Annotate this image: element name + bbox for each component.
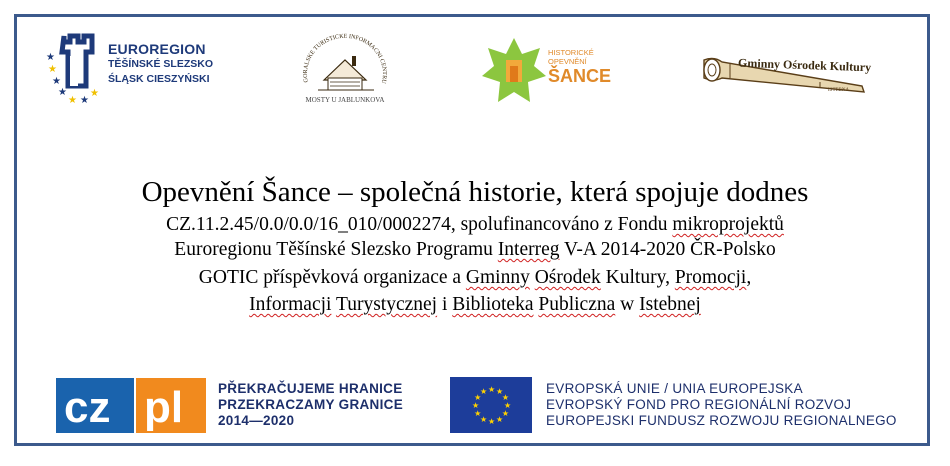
eu-star: ★: [501, 409, 510, 418]
sance-small-line1: HISTORICKÉ: [548, 48, 594, 57]
eu-line1: EVROPSKÁ UNIE / UNIA EUROPEJSKA: [546, 381, 803, 396]
eu-star: ★: [480, 414, 488, 424]
czpl-mark-icon: [56, 378, 206, 433]
line4-squiggle-word-2: Turystycznej: [335, 294, 438, 315]
euroregion-line1: EUROREGION: [108, 41, 206, 57]
text-line-4: [14, 294, 936, 316]
eu-star: ★: [474, 409, 482, 418]
line3-text-a: GOTIC příspěvková organizace a: [198, 267, 466, 288]
gotic-bottom-text: MOSTY U JABLUNKOVA: [305, 96, 385, 104]
svg-text:★: ★: [46, 52, 55, 63]
osrodek-small-text: ISTEBNA: [828, 88, 850, 93]
eu-star: ★: [496, 414, 504, 424]
text-line-3: [14, 267, 936, 289]
line4-text-b: w: [615, 294, 640, 315]
document-title: Opevnění Šance – společná historie, která spojuje dodnes: [141, 176, 809, 208]
svg-text:★: ★: [80, 95, 89, 106]
eu-star: ★: [504, 401, 512, 410]
line4-text-a: i: [437, 294, 453, 315]
text-line-1: [14, 214, 936, 236]
eu-text: [546, 381, 897, 429]
euroregion-line2: TĚŠÍNSKÉ SLEZSKO: [108, 58, 214, 70]
euroregion-logo: [44, 30, 234, 110]
line1-squiggle-word: mikroprojektů: [672, 214, 784, 235]
eu-star: ★: [501, 393, 510, 402]
czpl-line2: PRZEKRACZAMY GRANICE: [218, 397, 404, 412]
czpl-logo-cz: cz: [64, 383, 111, 432]
osrodek-name: Gminny Ośrodek Kultury: [737, 55, 872, 75]
gotic-cottage-icon: [290, 30, 400, 100]
line3-squiggle-word-2: Ośrodek: [534, 267, 601, 288]
gotic-ring-text: GORALSKE TURISTICKE INFORMACNI CENTRU: [302, 33, 388, 85]
line4-squiggle-word-4: Publiczna: [538, 294, 616, 315]
czpl-line3: 2014—2020: [218, 413, 295, 428]
line3-text-b: Kultury,: [600, 267, 675, 288]
eu-star: ★: [480, 387, 488, 397]
svg-text:★: ★: [52, 76, 61, 87]
line3-comma: ,: [746, 267, 752, 288]
line2-text-a: Euroregionu Těšínské Slezsko Programu: [174, 239, 498, 260]
osrodek-logo: [700, 50, 870, 100]
eu-star: ★: [496, 387, 504, 397]
eu-line2: EVROPSKÝ FOND PRO REGIONÁLNÍ ROZVOJ: [546, 397, 852, 412]
svg-text:★: ★: [68, 95, 77, 106]
sance-logo: [482, 36, 622, 106]
line2-text-b: V-A 2014-2020 ČR-Polsko: [559, 239, 776, 260]
svg-text:★: ★: [48, 64, 57, 75]
text-line-2: [14, 239, 936, 261]
eu-line3: EUROPEJSKI FUNDUSZ ROZWOJU REGIONALNEGO: [546, 413, 897, 428]
czpl-logo-pl: pl: [144, 383, 184, 432]
line2-squiggle-word: Interreg: [497, 239, 560, 260]
line1-text: CZ.11.2.45/0.0/0.0/16_010/0002274, spolufinancováno z Fondu: [166, 214, 673, 235]
eu-stars-icon: [450, 377, 532, 433]
svg-text:★: ★: [90, 88, 99, 99]
line3-squiggle-word-1: Gminny: [465, 267, 530, 288]
line4-squiggle-word-5: Istebnej: [639, 294, 701, 315]
line4-squiggle-word-3: Biblioteka: [452, 294, 534, 315]
sance-big-text: ŠANCE: [548, 66, 612, 86]
eu-star: ★: [474, 393, 482, 402]
svg-text:★: ★: [58, 87, 67, 98]
line3-squiggle-word-3: Promocji: [674, 267, 747, 288]
czpl-line1: PŘEKRAČUJEME HRANICE: [218, 381, 403, 396]
sance-fortress-star-icon: [482, 36, 546, 106]
gotic-logo: [290, 30, 400, 110]
eu-star: ★: [472, 401, 480, 410]
eu-flag: [450, 377, 532, 433]
sance-small-line2: OPEVNĚNÍ: [548, 57, 587, 66]
czpl-logo: [56, 378, 206, 433]
euroregion-tower-icon: [44, 30, 108, 110]
czpl-text: [218, 381, 403, 429]
euroregion-line3: ŚLĄSK CIESZYŃSKI: [108, 73, 210, 85]
eu-star: ★: [488, 385, 496, 394]
eu-star: ★: [488, 417, 496, 426]
line4-squiggle-word-1: Informacji: [249, 294, 332, 315]
